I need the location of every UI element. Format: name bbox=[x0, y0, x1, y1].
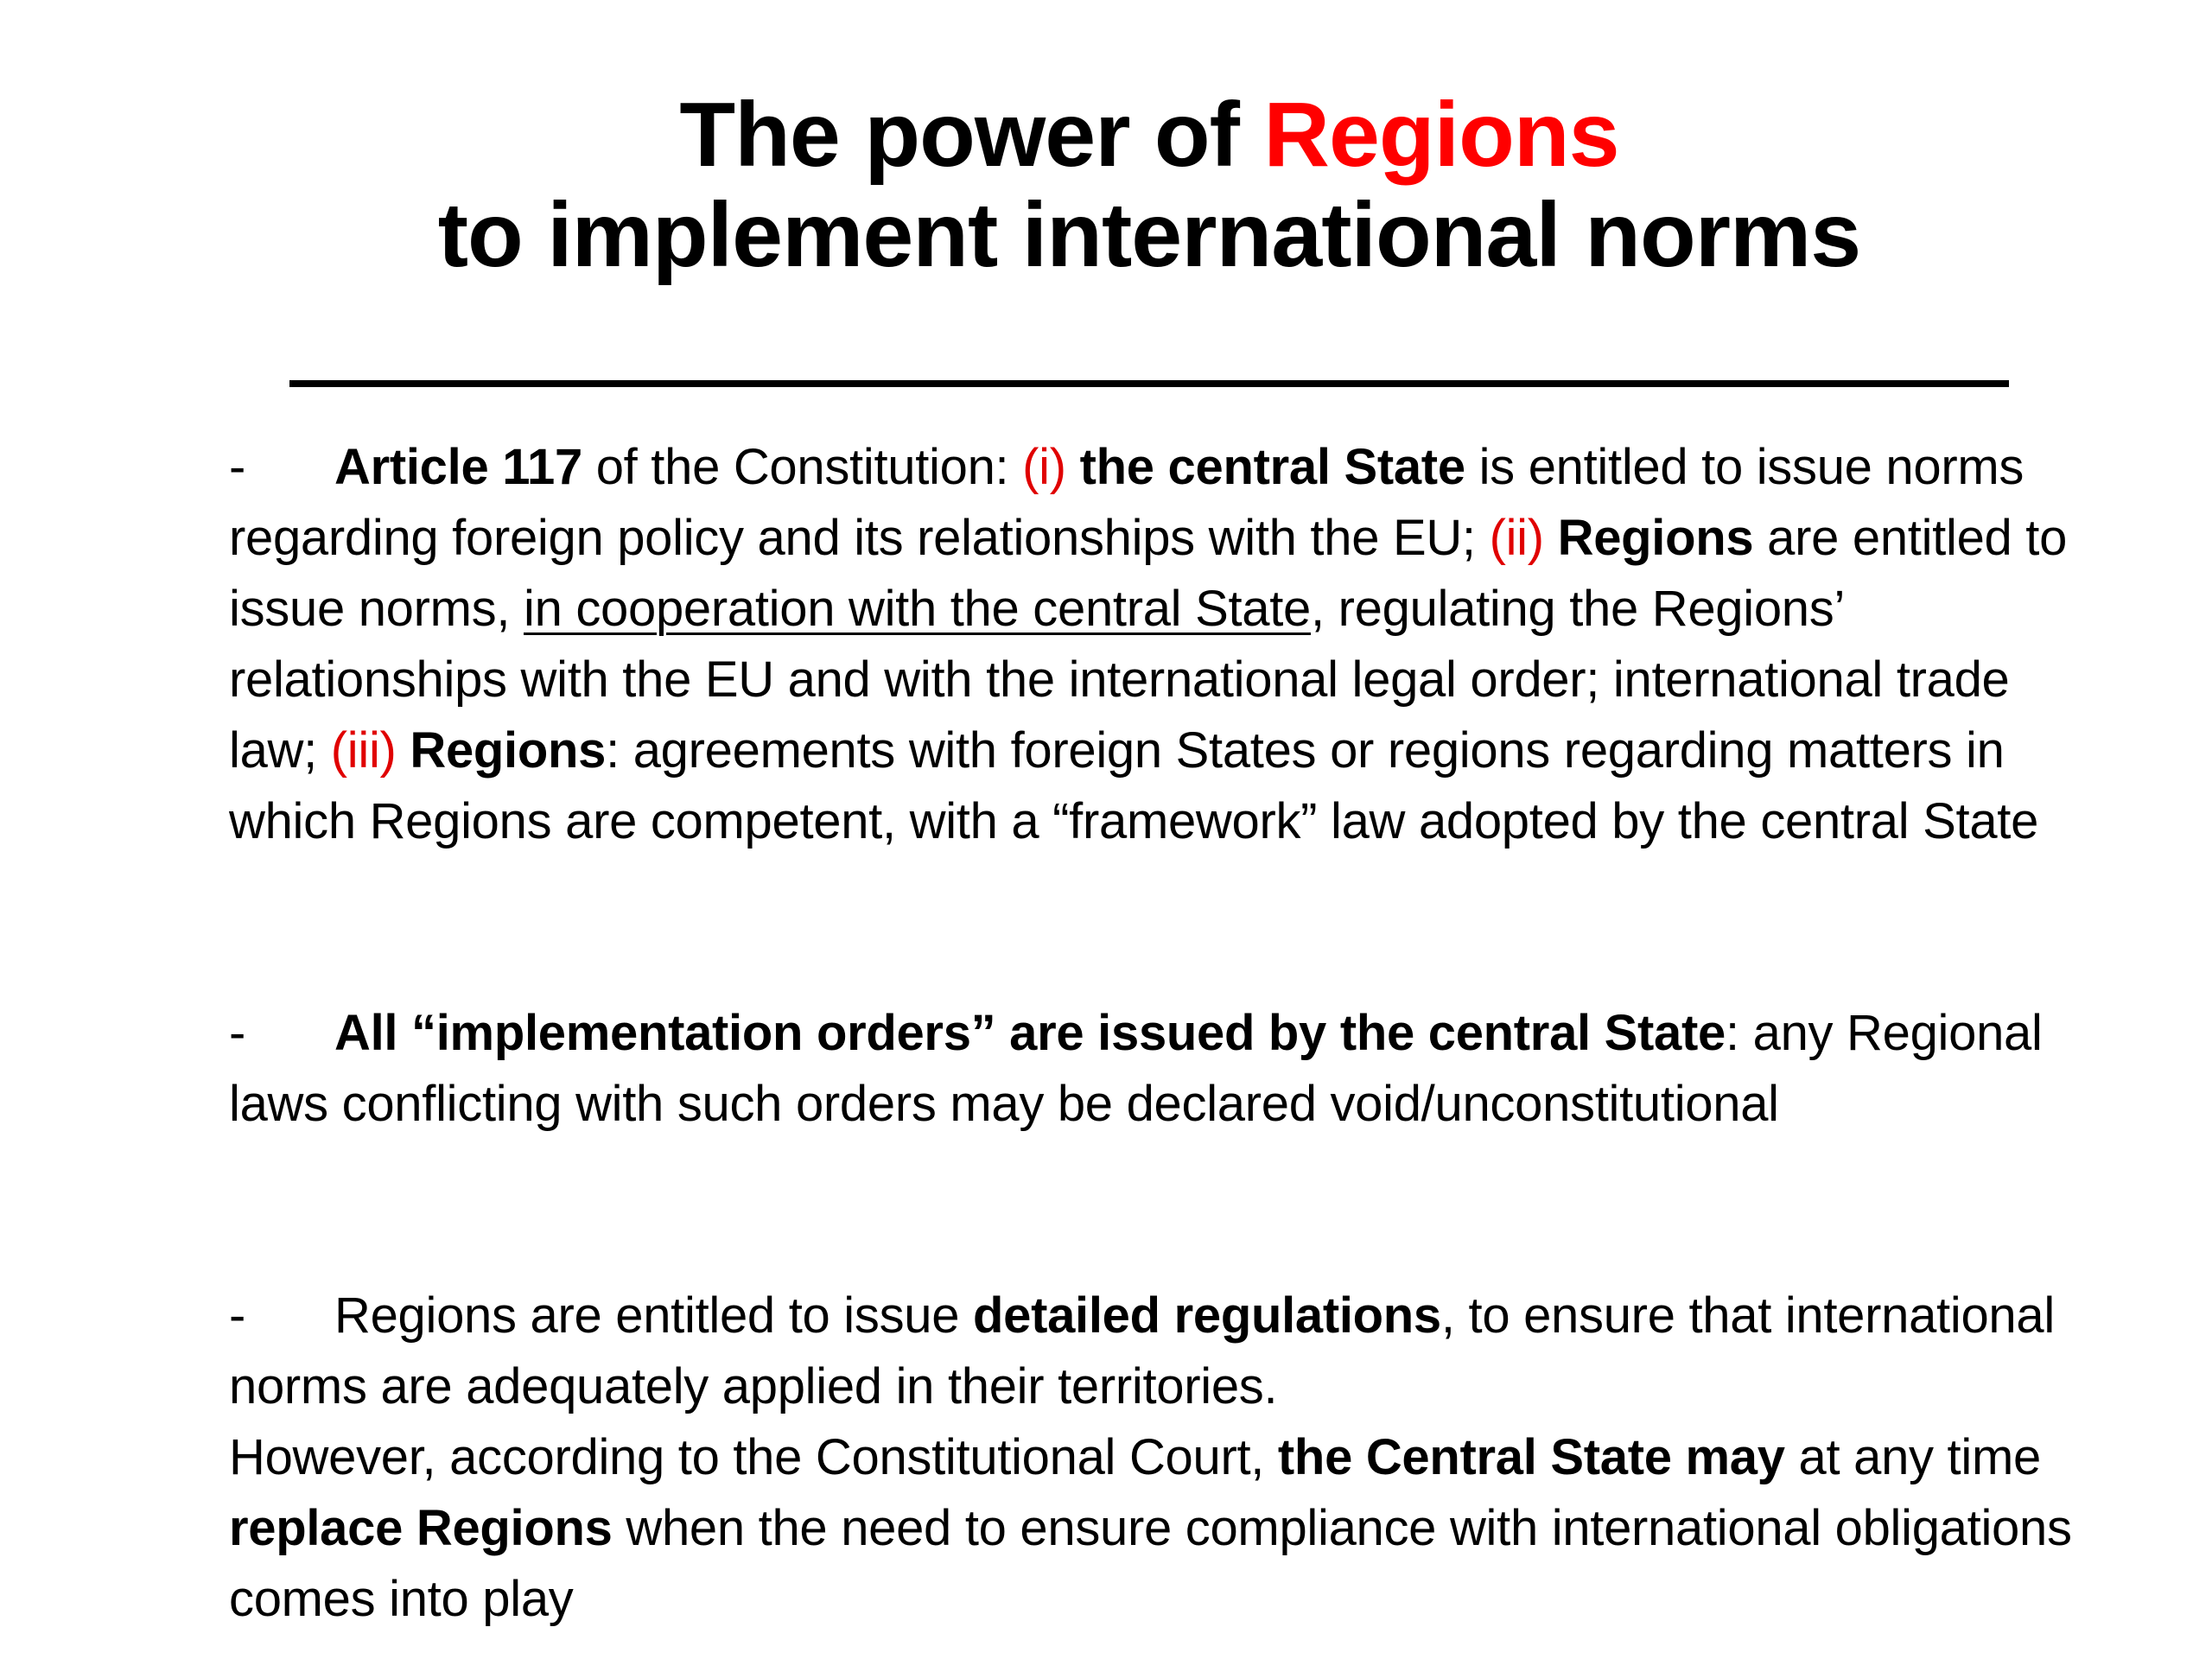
bullet-dash: - bbox=[229, 439, 246, 495]
article-label: Article 117 bbox=[334, 439, 582, 495]
title-line1-prefix: The power of bbox=[679, 84, 1264, 186]
item-marker-iii: (iii) bbox=[330, 722, 397, 779]
paragraph-article-117 bbox=[229, 432, 2087, 857]
text-run: is entitled to issue norms regarding foreign policy and its relationships with the EU; bbox=[229, 439, 2024, 566]
text-run: are entitled to issue norms, bbox=[229, 510, 2068, 637]
slide-title bbox=[0, 85, 2212, 285]
bullet-dash: - bbox=[229, 1005, 246, 1061]
text-run: , to ensure that international norms are adequately applied in their territories. bbox=[229, 1287, 2055, 1414]
text-run: at any time bbox=[1784, 1429, 2041, 1485]
title-line2: to implement international norms bbox=[437, 184, 1861, 286]
text-run bbox=[397, 722, 410, 779]
text-run: of the Constitution: bbox=[582, 439, 1023, 495]
title-divider bbox=[289, 380, 2009, 387]
text-run: Regions are entitled to issue bbox=[334, 1287, 973, 1344]
bullet-dash: - bbox=[229, 1287, 246, 1344]
text-run: : agreements with foreign States or regions regarding matters in which Regions are competent, with a “framework” law adopted by the central State bbox=[229, 722, 2039, 849]
replace-regions-bold: replace Regions bbox=[229, 1500, 613, 1556]
central-state-may-bold: the Central State may bbox=[1277, 1429, 1785, 1485]
text-run: , regulating the Regions’ relationships with the EU and with the international legal order; international trade law; bbox=[229, 581, 2010, 779]
paragraph-detailed-regulations bbox=[229, 1281, 2087, 1635]
item-marker-i: (i) bbox=[1022, 439, 1066, 495]
text-run: : any Regional laws conflicting with such orders may be declared void/unconstitutional bbox=[229, 1005, 2043, 1132]
text-run bbox=[1544, 510, 1558, 566]
regions-bold: Regions bbox=[1557, 510, 1754, 566]
underlined-cooperation: in cooperation with the central State bbox=[524, 581, 1312, 637]
detailed-regulations-bold: detailed regulations bbox=[973, 1287, 1441, 1344]
item-marker-ii: (ii) bbox=[1489, 510, 1544, 566]
text-run: However, according to the Constitutional Court, bbox=[229, 1429, 1278, 1485]
implementation-orders-bold: All “implementation orders” are issued by the central State bbox=[334, 1005, 1726, 1061]
title-accent-regions: Regions bbox=[1263, 84, 1619, 186]
regions-bold: Regions bbox=[410, 722, 607, 779]
paragraph-implementation-orders bbox=[229, 998, 2087, 1140]
text-run bbox=[1066, 439, 1080, 495]
text-run: when the need to ensure compliance with international obligations comes into play bbox=[229, 1500, 2072, 1627]
central-state-bold: the central State bbox=[1079, 439, 1465, 495]
